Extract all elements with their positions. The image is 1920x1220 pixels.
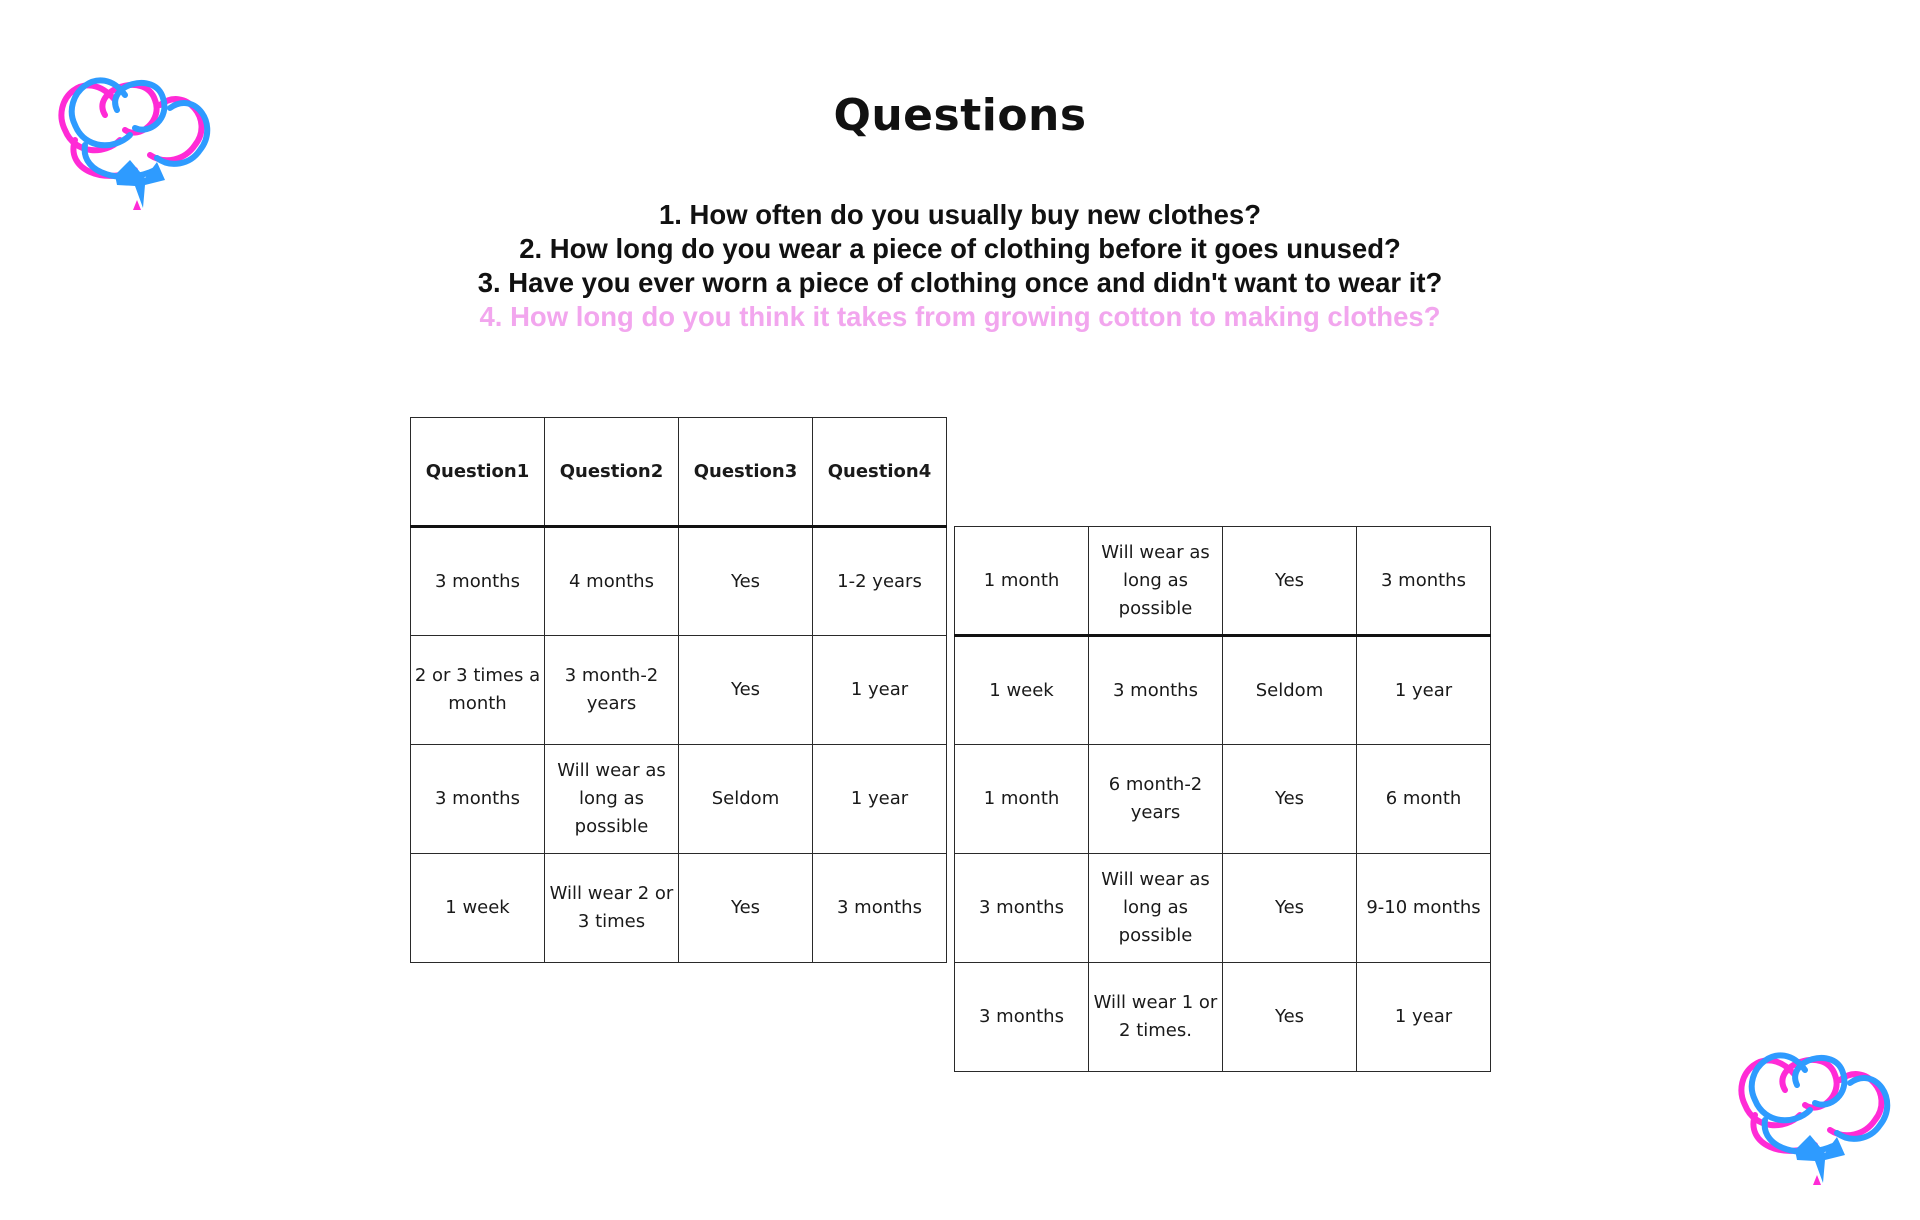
- question-2: 2. How long do you wear a piece of clothing before it goes unused?: [519, 233, 1401, 264]
- table-cell: Will wear 2 or 3 times: [545, 854, 679, 963]
- table-header-cell: Question2: [545, 418, 679, 527]
- table-cell: 1 week: [411, 854, 545, 963]
- table-header-cell: Question4: [813, 418, 947, 527]
- table-cell: 1 year: [1357, 963, 1491, 1072]
- table-cell: Will wear as long as possible: [1089, 527, 1223, 636]
- table-cell: Will wear 1 or 2 times.: [1089, 963, 1223, 1072]
- table-cell: 3 months: [955, 854, 1089, 963]
- table-header-cell: Question3: [679, 418, 813, 527]
- table-cell: 2 or 3 times a month: [411, 636, 545, 745]
- table-row: [955, 745, 1491, 854]
- table-cell: 1 year: [813, 636, 947, 745]
- question-1: 1. How often do you usually buy new clothes?: [658, 199, 1261, 230]
- table-row: [411, 527, 947, 636]
- table-row: [411, 636, 947, 745]
- table-row: [955, 854, 1491, 963]
- table-cell: Will wear as long as possible: [545, 745, 679, 854]
- table-cell: Yes: [1223, 963, 1357, 1072]
- table-cell: 3 months: [955, 963, 1089, 1072]
- table-cell: 1 year: [813, 745, 947, 854]
- table-row: [411, 854, 947, 963]
- table-cell: 3 months: [411, 527, 545, 636]
- table-row: [411, 745, 947, 854]
- table-cell: Yes: [679, 854, 813, 963]
- table-cell: Yes: [1223, 745, 1357, 854]
- table-cell: 3 months: [1089, 636, 1223, 745]
- table-row: [955, 636, 1491, 745]
- question-3: 3. Have you ever worn a piece of clothing once and didn't want to wear it?: [477, 267, 1443, 298]
- table-cell: 6 month: [1357, 745, 1491, 854]
- table-header-row: [411, 418, 947, 527]
- table-header-cell: Question1: [411, 418, 545, 527]
- table-cell: 1 year: [1357, 636, 1491, 745]
- table-row: [955, 963, 1491, 1072]
- table-cell: 1-2 years: [813, 527, 947, 636]
- page-title: Questions: [833, 90, 1087, 141]
- table-cell: 3 months: [1357, 527, 1491, 636]
- table-cell: Yes: [679, 527, 813, 636]
- table-cell: 1 week: [955, 636, 1089, 745]
- table-cell: Seldom: [679, 745, 813, 854]
- table-cell: 1 month: [955, 527, 1089, 636]
- table-cell: Yes: [1223, 854, 1357, 963]
- table-cell: 6 month-2 years: [1089, 745, 1223, 854]
- answers-table-right: [954, 526, 1491, 1072]
- table-row: [955, 527, 1491, 636]
- table-cell: Will wear as long as possible: [1089, 854, 1223, 963]
- table-cell: 3 month-2 years: [545, 636, 679, 745]
- table-cell: 1 month: [955, 745, 1089, 854]
- table-cell: Yes: [679, 636, 813, 745]
- table-cell: 3 months: [411, 745, 545, 854]
- table-cell: Seldom: [1223, 636, 1357, 745]
- cotton-flower-logo-bottom: [1725, 1035, 1895, 1195]
- table-cell: 9-10 months: [1357, 854, 1491, 963]
- question-list: [0, 198, 1920, 334]
- question-4: 4. How long do you think it takes from growing cotton to making clothes?: [479, 301, 1441, 332]
- answers-table-left: [410, 417, 947, 963]
- table-cell: 4 months: [545, 527, 679, 636]
- table-cell: Yes: [1223, 527, 1357, 636]
- table-cell: 3 months: [813, 854, 947, 963]
